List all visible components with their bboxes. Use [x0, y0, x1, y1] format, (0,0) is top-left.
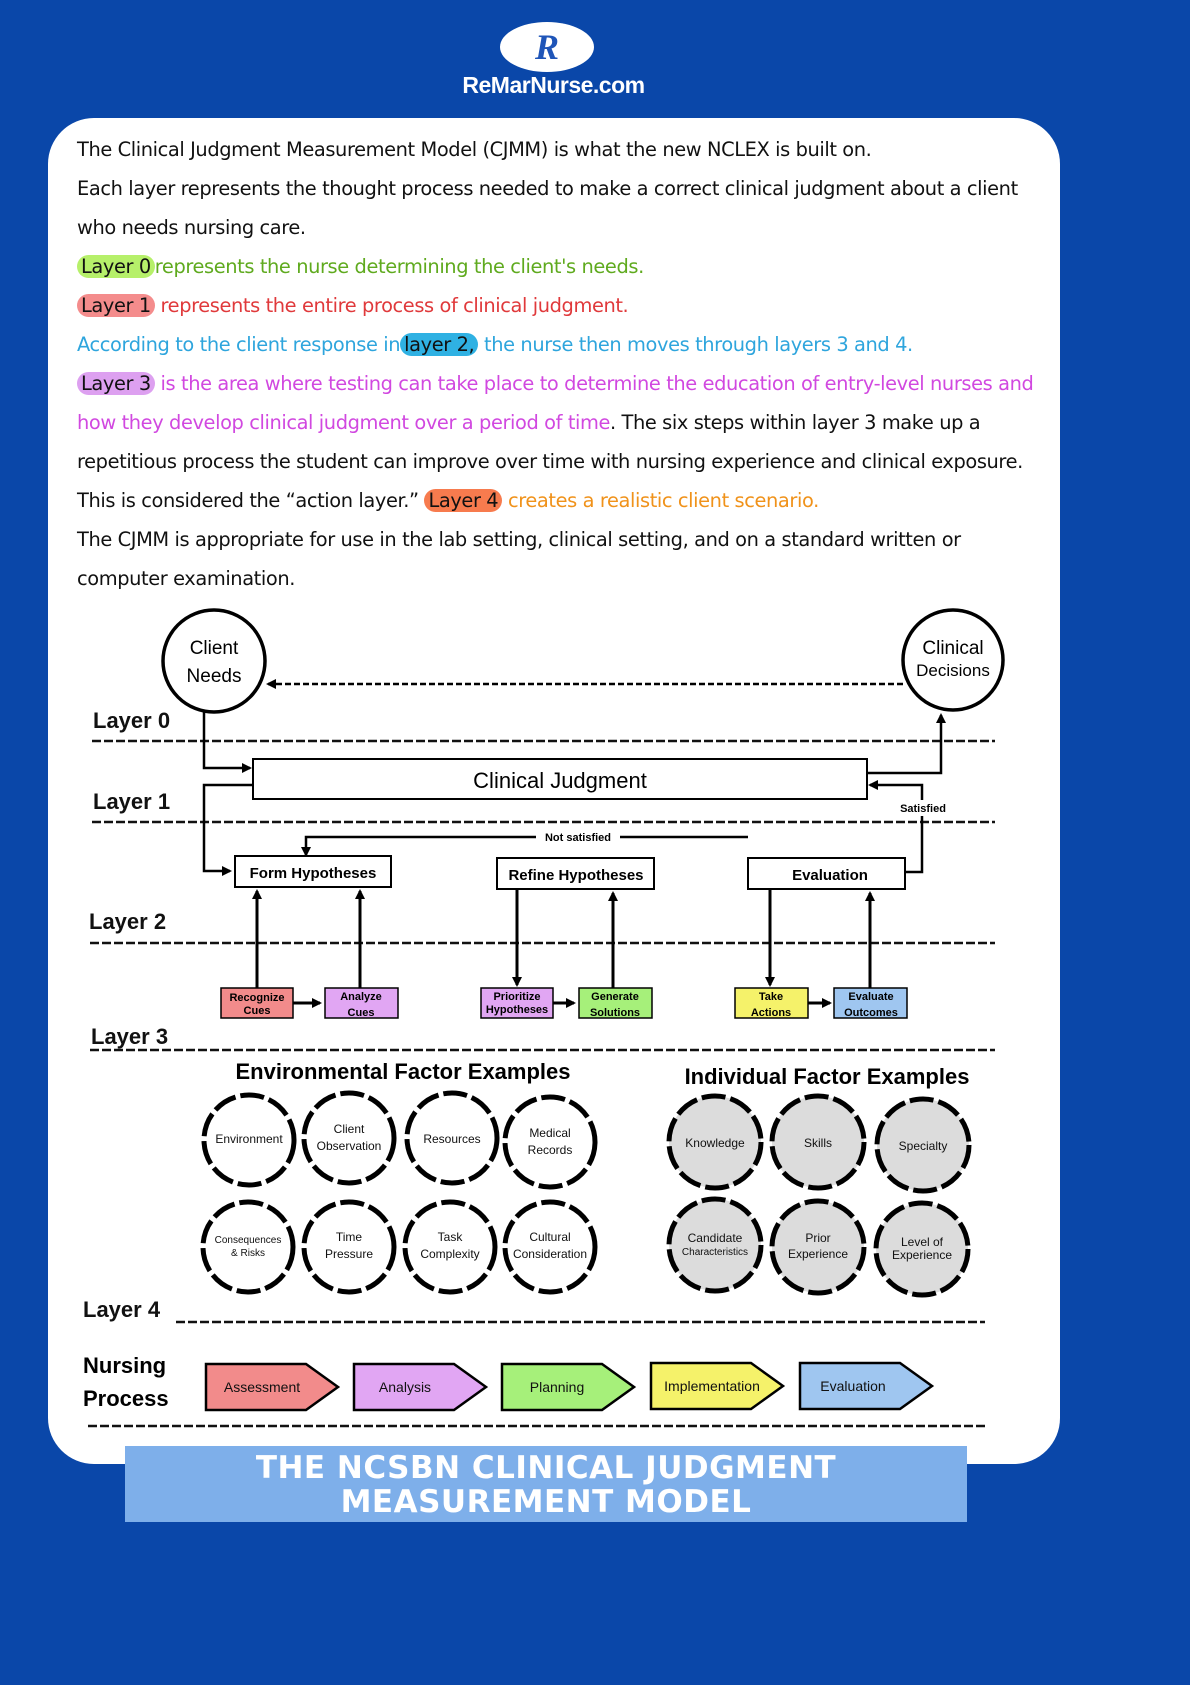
ind-label-5b: Experience: [787, 1247, 849, 1261]
env-label-7a: Task: [437, 1230, 463, 1244]
evaluate-outcomes-line2: Outcomes: [844, 1007, 898, 1019]
env-circle-2: [304, 1093, 394, 1183]
env-label-5b: & Risks: [231, 1248, 265, 1259]
not-satisfied-label: Not satisfied: [544, 832, 612, 844]
layer-label-3: Layer 3: [91, 1024, 169, 1049]
layer-label-4: Layer 4: [83, 1297, 161, 1322]
ind-label-5a: Prior: [805, 1231, 831, 1245]
layer1-text: represents the entire process of clinical judgment.: [160, 294, 629, 317]
env-label-7b: Complexity: [420, 1247, 480, 1261]
clinical-decisions-circle: [903, 610, 1003, 710]
layer-label-1: Layer 1: [93, 789, 171, 814]
analyze-cues-line1: Analyze: [340, 991, 382, 1003]
env-label-6a: Time: [335, 1230, 363, 1244]
individual-title: Individual Factor Examples: [684, 1064, 970, 1089]
layer4-end: .: [813, 489, 819, 512]
ind-label-4b: Characteristics: [681, 1247, 749, 1258]
title-banner: [125, 1446, 967, 1522]
nursing-process-label-2: Process: [83, 1386, 169, 1411]
ind-label-6b: Experience: [891, 1248, 953, 1262]
ind-label-2: Skills: [803, 1136, 833, 1150]
np-implementation-label: Implementation: [664, 1378, 760, 1394]
layer-label-0: Layer 0: [93, 708, 171, 733]
take-actions-line1: Take: [758, 991, 784, 1003]
env-circle-4: [505, 1097, 595, 1187]
layer4-text: creates a realistic client scenario: [508, 489, 814, 512]
client-needs-line2: Needs: [186, 666, 242, 687]
layer2-pre: According to the client response in: [77, 333, 401, 356]
form-hypotheses-label: Form Hypotheses: [249, 865, 377, 882]
layer3-tag: Layer 3: [77, 372, 155, 395]
intro-p1: The Clinical Judgment Measurement Model (CJMM) is what the new NCLEX is built on.: [77, 138, 872, 161]
evaluate-outcomes-line1: Evaluate: [848, 991, 894, 1003]
layer0-tag: Layer 0: [77, 255, 155, 278]
ind-circle-4: [669, 1199, 761, 1291]
prioritize-hypotheses-line1: Prioritize: [493, 991, 541, 1003]
recognize-cues-line2: Cues: [243, 1005, 271, 1017]
refine-hypotheses-label: Refine Hypotheses: [508, 867, 644, 884]
env-label-6b: Pressure: [324, 1247, 374, 1261]
np-analysis-label: Analysis: [378, 1379, 432, 1395]
evaluation-label: Evaluation: [792, 867, 868, 884]
clinical-decisions-line2: Decisions: [916, 661, 990, 680]
satisfied-label: Satisfied: [900, 803, 946, 815]
intro-p2: Each layer represents the thought process needed to make a correct clinical judgment about a client who needs nursing care.: [77, 177, 1018, 239]
banner-line1: THE NCSBN CLINICAL JUDGMENT: [255, 1450, 837, 1486]
judgment-to-decisions-arrow: [868, 715, 941, 773]
not-satisfied-arrow: [306, 837, 748, 855]
client-needs-line1: Client: [189, 638, 239, 659]
intro-last: The CJMM is appropriate for use in the lab setting, clinical setting, and on a standard written or computer examination.: [77, 528, 961, 590]
client-needs-circle: [163, 610, 265, 712]
clinical-decisions-line1: Clinical: [922, 638, 984, 659]
generate-solutions-line2: Solutions: [589, 1007, 641, 1019]
env-label-2a: Client: [333, 1122, 365, 1136]
env-label-1: Environment: [215, 1132, 283, 1146]
np-assessment-label: Assessment: [223, 1379, 301, 1395]
np-planning-label: Planning: [529, 1379, 585, 1395]
generate-solutions-line1: Generate: [591, 991, 639, 1003]
prioritize-hypotheses-line2: Hypotheses: [485, 1004, 549, 1016]
ind-label-3: Specialty: [898, 1139, 948, 1153]
layer3-rest: . The six steps within layer 3 make up a repetitious process the student can improve over time with nursing experience and clinical exposure. This is considered the “action layer.”: [77, 411, 1023, 512]
nursing-process-label-1: Nursing: [83, 1353, 167, 1378]
layer1-tag: Layer 1: [77, 294, 155, 317]
env-label-2b: Observation: [316, 1139, 382, 1153]
env-label-8b: Consideration: [512, 1247, 588, 1261]
ind-label-1: Knowledge: [685, 1136, 745, 1150]
banner-line2: MEASUREMENT MODEL: [340, 1484, 752, 1520]
layer4-tag: Layer 4: [424, 489, 502, 512]
take-actions-line2: Actions: [750, 1007, 792, 1019]
np-evaluation-label: Evaluation: [820, 1378, 886, 1394]
recognize-cues-line1: Recognize: [229, 992, 285, 1004]
layer3-text: is the area where testing can take place to determine the education of entry-level nurses and how they develop clinical judgment over a period of time: [77, 372, 1034, 434]
layer2-post: the nurse then moves through layers 3 and 4.: [484, 333, 913, 356]
environmental-title: Environmental Factor Examples: [235, 1059, 571, 1084]
clinical-judgment-label: Clinical Judgment: [473, 768, 647, 793]
logo-letter: R: [534, 27, 559, 67]
layer2-tag: layer 2,: [400, 333, 478, 356]
env-label-3: Resources: [423, 1132, 481, 1146]
env-label-5a: Consequences: [214, 1235, 282, 1246]
env-label-8a: Cultural: [529, 1230, 571, 1244]
env-label-4a: Medical: [529, 1126, 571, 1140]
layer0-text: represents the nurse determining the client's needs.: [154, 255, 644, 278]
site-name: ReMarNurse.com: [462, 72, 645, 98]
env-circle-5: [203, 1202, 293, 1292]
ind-label-4a: Candidate: [687, 1231, 743, 1245]
env-label-4b: Records: [527, 1143, 573, 1157]
ind-label-6a: Level of: [900, 1235, 944, 1249]
layer-label-2: Layer 2: [89, 909, 167, 934]
analyze-cues-line2: Cues: [347, 1007, 375, 1019]
